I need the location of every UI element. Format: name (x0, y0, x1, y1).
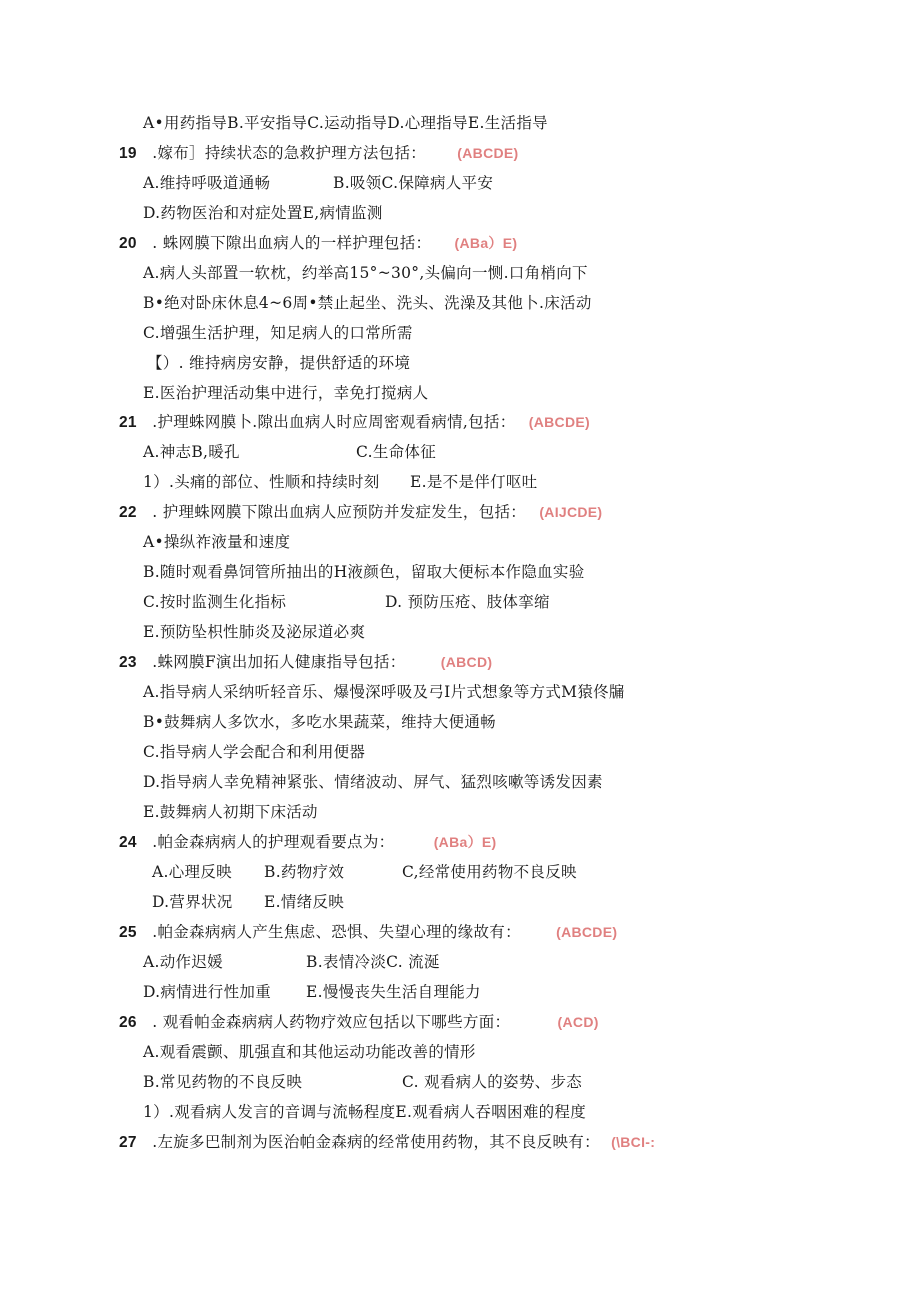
question-number: 23 (119, 654, 137, 671)
q23-option-a: A.指导病人采纳听轻音乐、爆慢深呼吸及弓I片式想象等方式M猿佟牖 (143, 683, 625, 701)
question-number: 21 (119, 414, 137, 431)
q23-option-e: E.鼓舞病人初期下床活动 (143, 803, 318, 821)
question-text: .护理蛛网膜卜.隙出血病人时应周密观看病情,包括： (152, 413, 516, 431)
q20-option-d: 【）. 维持病房安静，提供舒适的环境 (147, 354, 411, 372)
q19-option-bc: B.吸领C.保障病人平安 (333, 174, 494, 192)
question-text: .左旋多巴制剂为医治帕金森病的经常使用药物，其不良反映有： (152, 1133, 600, 1151)
answer-key: (ACD) (557, 1014, 599, 1030)
question-number: 19 (119, 145, 137, 162)
answer-key: (\BCI-: (611, 1134, 656, 1150)
question-number: 27 (119, 1134, 137, 1151)
q26-option-a: A.观看震颤、肌强直和其他运动功能改善的情形 (143, 1043, 476, 1061)
q25-option-e: E.慢慢丧失生活自理能力 (306, 983, 481, 1001)
answer-key: (ABCDE) (457, 145, 519, 161)
q22-option-d: D. 预防压疮、肢体挛缩 (385, 593, 550, 611)
question-text: .帕金森病病人的护理观看要点为： (152, 833, 395, 851)
q25-option-d: D.病情进行性加重 (143, 983, 272, 1001)
q21-option-d: 1）.头痛的部位、性顺和持续时刻 (143, 473, 380, 491)
q21-option-e: E.是不是伴仃呕吐 (410, 473, 538, 491)
question-26 (119, 1012, 599, 1033)
q23-option-d: D.指导病人幸免精神紧张、情绪波动、屏气、猛烈咳嗽等诱发因素 (143, 773, 603, 791)
question-text: .帕金森病病人产生焦虑、恐惧、失望心理的缘故有： (152, 923, 521, 941)
q20-option-b: B•绝对卧床休息4~6周•禁止起坐、洗头、洗澡及其他卜.床活动 (143, 294, 592, 312)
q23-option-c: C.指导病人学会配合和利用便器 (143, 743, 366, 761)
question-text: . 观看帕金森病病人药物疗效应包括以下哪些方面： (152, 1013, 511, 1031)
question-number: 26 (119, 1014, 137, 1031)
question-23 (119, 652, 492, 673)
question-text: .嫁布］持续状态的急救护理方法包括： (152, 144, 427, 162)
question-19 (119, 143, 519, 164)
question-25 (119, 922, 617, 943)
q19-option-de: D.药物医治和对症处置E,病情监测 (143, 204, 383, 222)
q22-option-a: A•操纵祚液量和速度 (143, 533, 291, 551)
question-text: .蛛网膜F演出加拓人健康指导包括： (152, 653, 406, 671)
q22-option-e: E.预防坠枳性肺炎及泌尿道必爽 (143, 623, 366, 641)
question-24 (119, 832, 496, 853)
q24-option-a: A.心理反映 (152, 863, 232, 881)
question-number: 22 (119, 504, 137, 521)
q24-option-e: E.情绪反映 (264, 893, 345, 911)
answer-key: (ABCDE) (528, 414, 590, 430)
q21-option-c: C.生命体征 (356, 443, 437, 461)
q20-option-a: A.病人头部置一软枕，约举高15°~30°,头偏向一恻.口角梢向下 (143, 264, 588, 282)
question-20 (119, 233, 517, 254)
answer-key: (ABCD) (440, 654, 493, 670)
answer-key: (ABa）E) (454, 235, 518, 251)
answer-key: (ABa）E) (433, 834, 497, 850)
q24-option-d: D.营界状况 (152, 893, 233, 911)
q26-option-de: 1）.观看病人发言的音调与流畅程度E.观看病人吞咽困难的程度 (143, 1103, 587, 1121)
q22-option-c: C.按时监测生化指标 (143, 593, 287, 611)
q20-option-e: E.医治护理活动集中进行，幸免打搅病人 (143, 384, 429, 402)
question-text: . 蛛网膜下隙出血病人的一样护理包括： (152, 234, 432, 252)
q26-option-b: B.常见药物的不良反映 (143, 1073, 303, 1091)
q21-option-ab: A.神志B,暖孔 (143, 443, 240, 461)
question-number: 24 (119, 834, 137, 851)
q26-option-c: C. 观看病人的姿势、步态 (402, 1073, 583, 1091)
question-22 (119, 502, 602, 523)
q23-option-b: B•鼓舞病人多饮水，多吃水果蔬菜，维持大便通畅 (143, 713, 496, 731)
q25-option-bc: B.表情冷淡C. 流涎 (306, 953, 440, 971)
q18-options: A•用药指导B.平安指导C.运动指导D.心理指导E.生活指导 (143, 114, 548, 132)
q25-option-a: A.动作迟媛 (143, 953, 223, 971)
question-number: 20 (119, 235, 137, 252)
question-number: 25 (119, 924, 137, 941)
q24-option-b: B.药物疗效 (264, 863, 345, 881)
q24-option-c: C,经常使用药物不良反映 (402, 863, 577, 881)
question-27 (119, 1132, 655, 1153)
q22-option-b: B.随时观看鼻饲管所抽出的H液颜色，留取大便标本作隐血实验 (143, 563, 585, 581)
q20-option-c: C.增强生活护理，知足病人的口常所需 (143, 324, 413, 342)
question-text: . 护理蛛网膜下隙出血病人应预防并发症发生，包括： (152, 503, 527, 521)
answer-key: (AIJCDE) (539, 504, 603, 520)
answer-key: (ABCDE) (556, 924, 618, 940)
question-21 (119, 412, 590, 433)
q19-option-a: A.维持呼吸道通畅 (143, 174, 271, 192)
